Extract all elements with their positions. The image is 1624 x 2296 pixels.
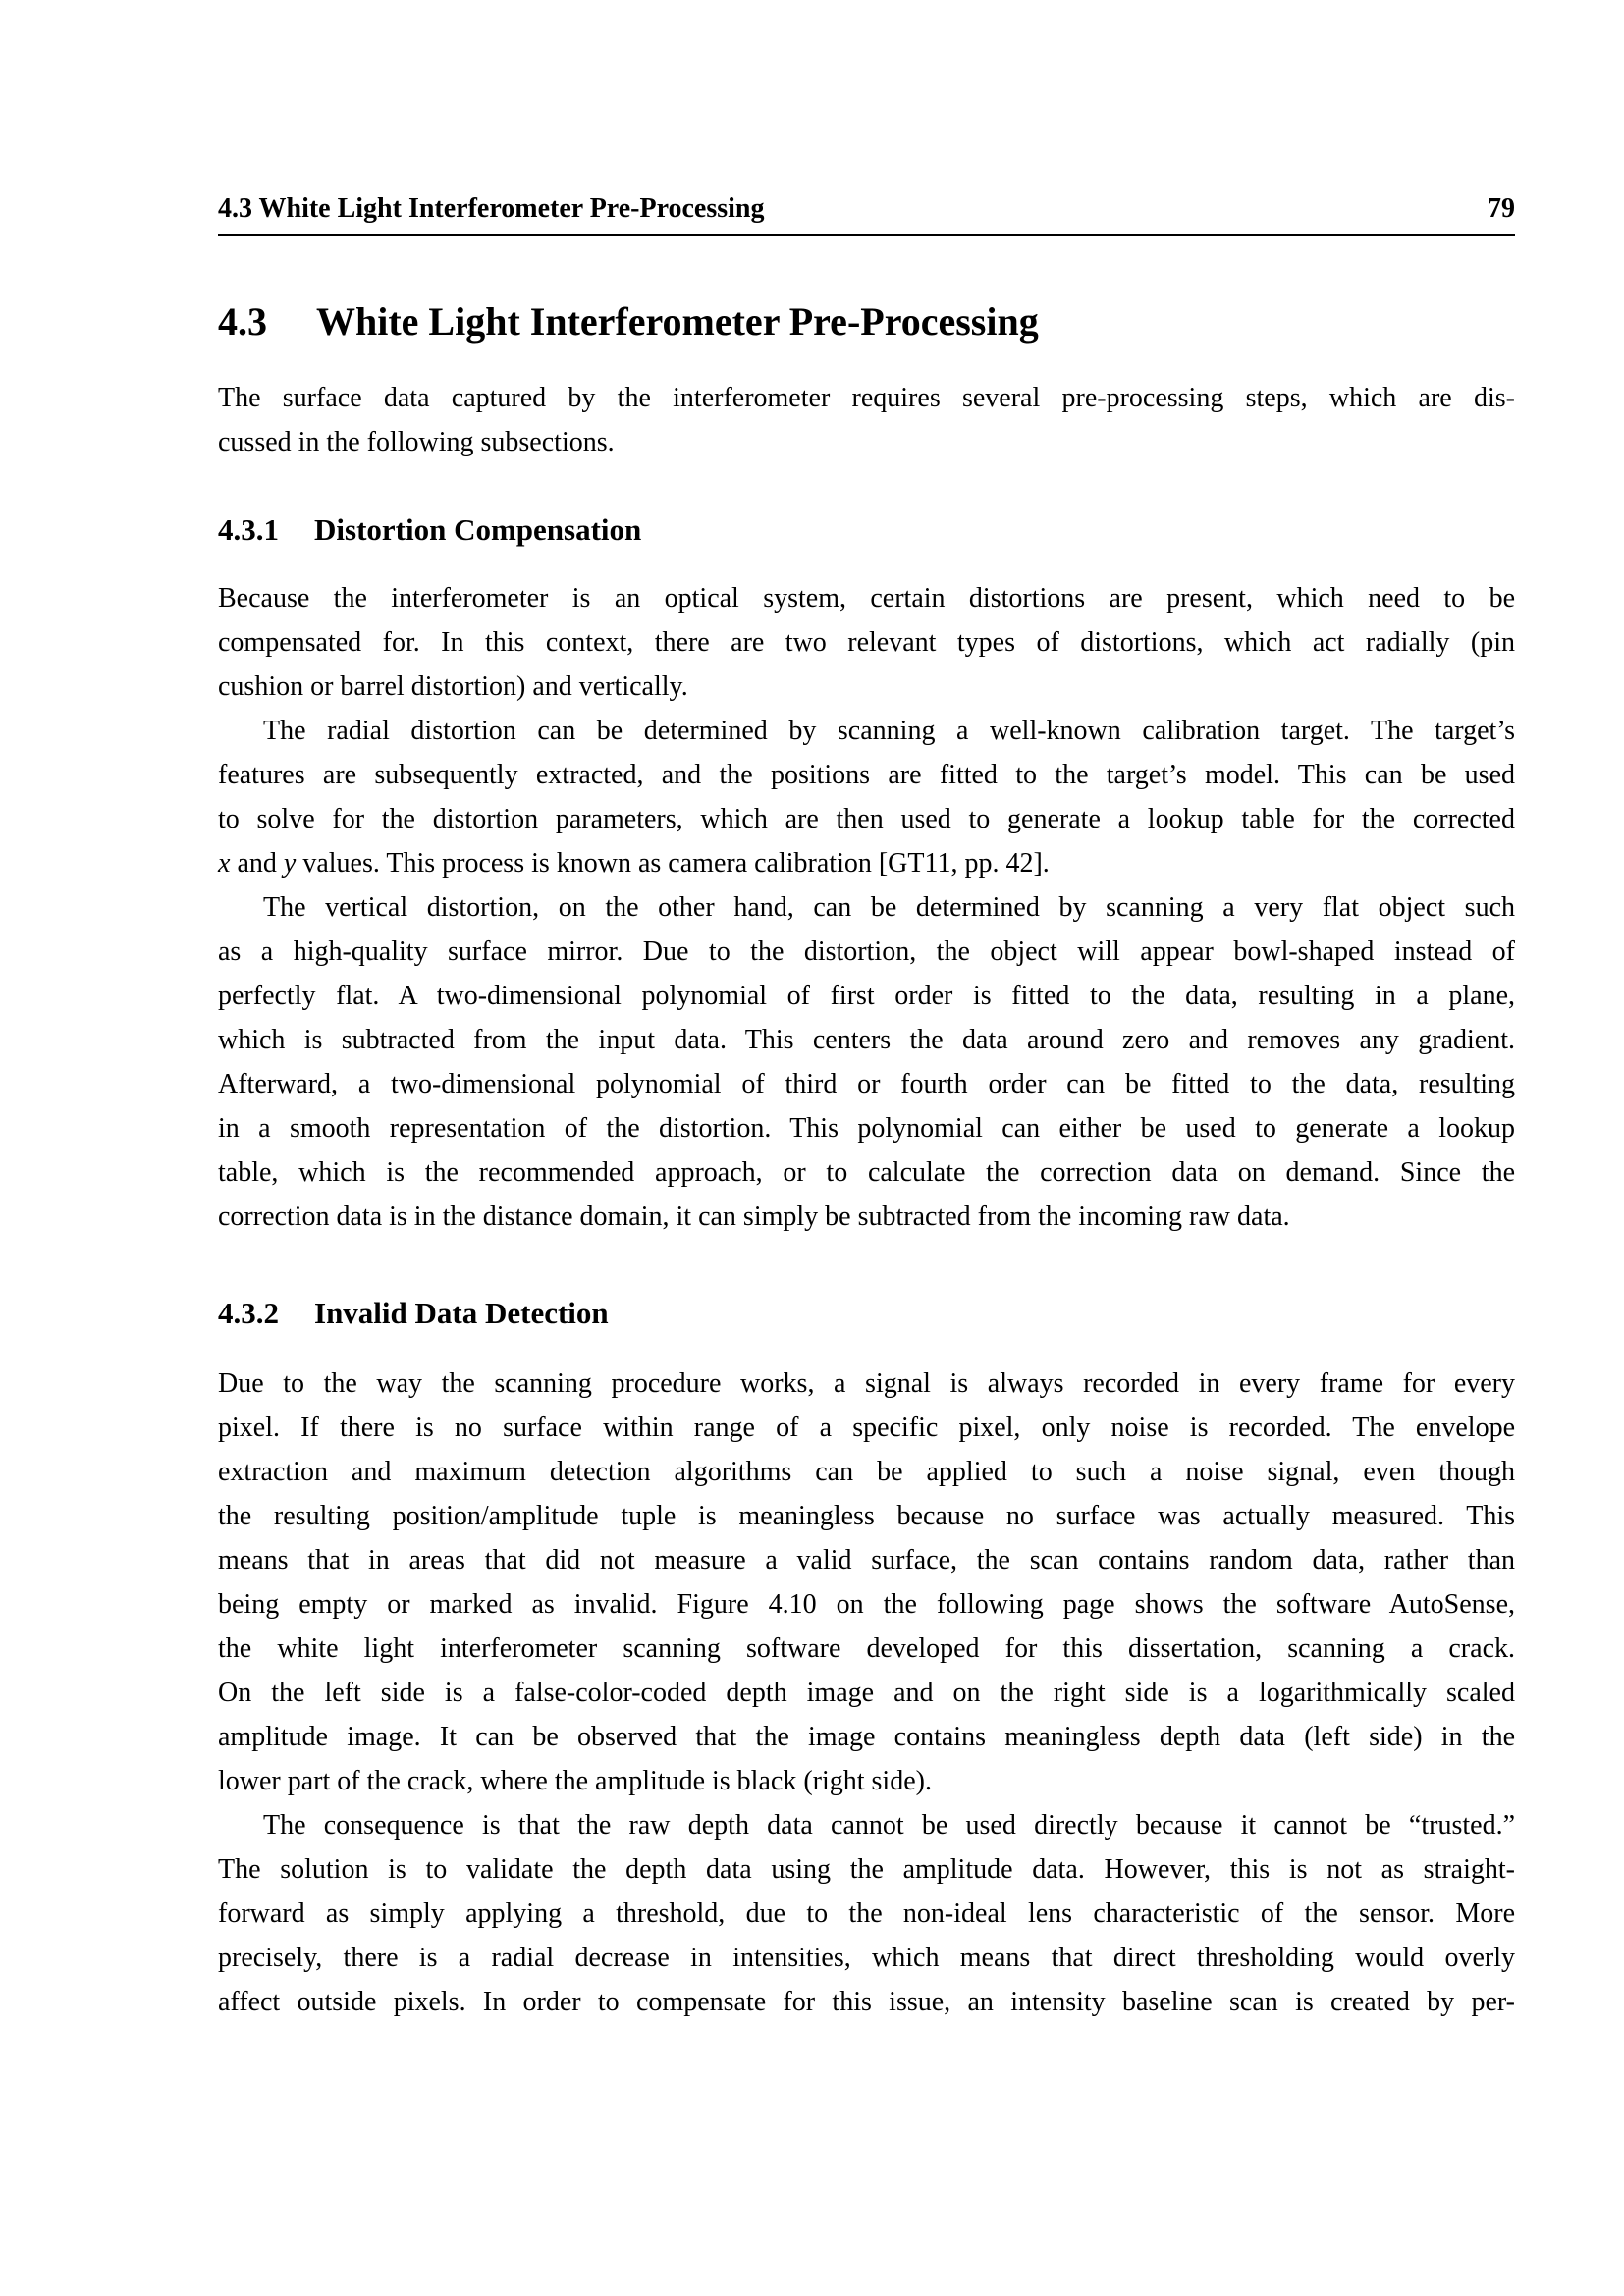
intro-paragraph [218,376,1515,464]
text-line: cushion or barrel distortion) and vertically. [218,671,688,702]
paragraph [218,1362,1515,1803]
header-rule [218,234,1515,236]
text-line: to solve for the distortion parameters, which are then used to generate a lookup table for the corrected [218,804,1515,834]
math-var-y: y [283,848,297,879]
text-line: The solution is to validate the depth data using the amplitude data. However, this is not as straight- [218,1854,1515,1885]
text-line: precisely, there is a radial decrease in intensities, which means that direct thresholding would overly [218,1943,1515,1973]
text-line: forward as simply applying a threshold, due to the non-ideal lens characteristic of the sensor. More [218,1898,1515,1929]
text-segment: values. This process is known as camera calibration [GT11, pp. 42]. [296,848,1050,879]
section-title-text: White Light Interferometer Pre-Processing [316,299,1039,344]
text-line: extraction and maximum detection algorithms can be applied to such a noise signal, even though [218,1457,1515,1487]
text-line: The consequence is that the raw depth data cannot be used directly because it cannot be “trusted.” [263,1810,1515,1841]
text-line: Afterward, a two-dimensional polynomial of third or fourth order can be fitted to the data, resulting [218,1069,1515,1099]
text-line: The radial distortion can be determined by scanning a well-known calibration target. The target’s [263,716,1515,746]
text-line: compensated for. In this context, there are two relevant types of distortions, which act radially (pin [218,627,1515,658]
subsection-number: 4.3.2 [218,1296,279,1330]
text-line: features are subsequently extracted, and the positions are fitted to the target’s model. This can be used [218,760,1515,790]
text-line: the white light interferometer scanning software developed for this dissertation, scanning a crack. [218,1633,1515,1664]
text-line: being empty or marked as invalid. Figure 4.10 on the following page shows the software AutoSense, [218,1589,1515,1620]
text-line: as a high-quality surface mirror. Due to the distortion, the object will appear bowl-shaped instead of [218,936,1515,967]
text-line: amplitude image. It can be observed that the image contains meaningless depth data (left side) in the [218,1722,1515,1752]
math-var-x: x [218,848,231,879]
text-line: cussed in the following subsections. [218,427,615,457]
subsection-title-text: Invalid Data Detection [314,1296,609,1330]
text-line: affect outside pixels. In order to compensate for this issue, an intensity baseline scan is created by per- [218,1987,1515,2017]
running-header [218,192,1515,226]
text-line: Due to the way the scanning procedure works, a signal is always recorded in every frame for every [218,1368,1515,1399]
text-line [218,841,1515,885]
subsection-title-text: Distortion Compensation [314,512,642,547]
text-segment: and [230,848,284,879]
subsection-heading-432 [218,1295,1515,1332]
text-line: which is subtracted from the input data. This centers the data around zero and removes any gradient. [218,1025,1515,1055]
text-line: The surface data captured by the interferometer requires several pre-processing steps, which are dis- [218,383,1515,413]
text-line: table, which is the recommended approach, or to calculate the correction data on demand. Since the [218,1157,1515,1188]
paragraph [218,885,1515,1239]
text-line: the resulting position/amplitude tuple is meaningless because no surface was actually measured. This [218,1501,1515,1531]
text-line: means that in areas that did not measure a valid surface, the scan contains random data, rather than [218,1545,1515,1575]
text-line: lower part of the crack, where the amplitude is black (right side). [218,1766,932,1796]
subsection-heading-431 [218,511,1515,549]
paragraph [218,576,1515,709]
text-line: perfectly flat. A two-dimensional polynomial of first order is fitted to the data, resulting in a plane, [218,981,1515,1011]
subsection-number: 4.3.1 [218,512,279,547]
text-line: in a smooth representation of the distortion. This polynomial can either be used to generate a lookup [218,1113,1515,1144]
text-line: correction data is in the distance domain, it can simply be subtracted from the incoming raw data. [218,1201,1290,1232]
page-number: 79 [1488,193,1515,224]
paragraph [218,709,1515,885]
paragraph [218,1803,1515,2024]
text-line: On the left side is a false-color-coded depth image and on the right side is a logarithmically scaled [218,1678,1515,1708]
running-header-title: 4.3 White Light Interferometer Pre-Processing [218,193,765,224]
section-number: 4.3 [218,299,267,344]
text-line: The vertical distortion, on the other hand, can be determined by scanning a very flat object such [263,892,1515,923]
text-line: Because the interferometer is an optical system, certain distortions are present, which need to be [218,583,1515,614]
section-heading [218,298,1515,346]
text-line: pixel. If there is no surface within range of a specific pixel, only noise is recorded. The envelope [218,1413,1515,1443]
